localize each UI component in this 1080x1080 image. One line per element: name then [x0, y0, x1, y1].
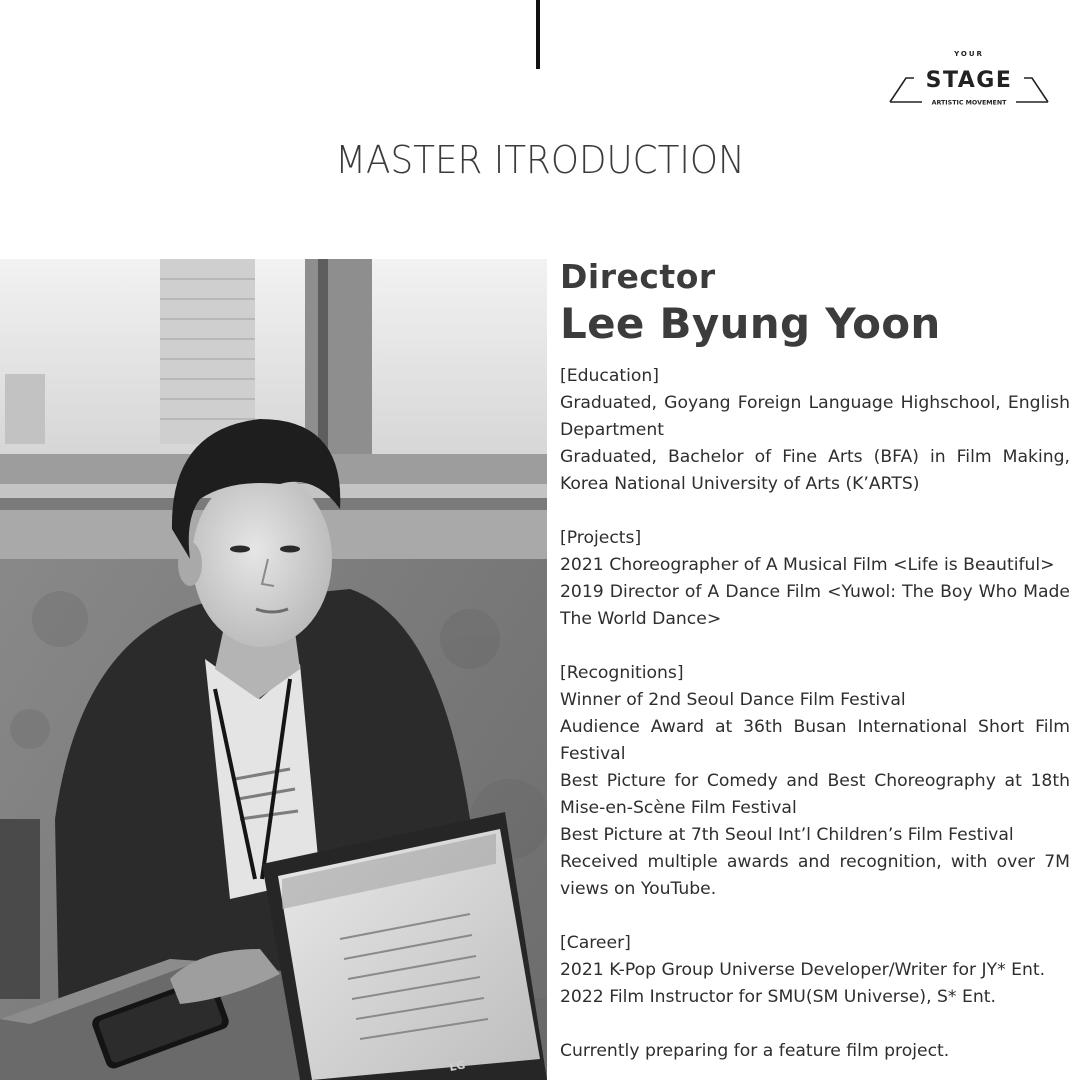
profile-name: Lee Byung Yoon [560, 299, 941, 348]
projects-item: 2019 Director of A Dance Film <Yuwol: The Boy Who Made The World Dance> [560, 582, 1070, 629]
projects-item: 2021 Choreographer of A Musical Film <Life is Beautiful> [560, 555, 1055, 575]
recognitions-item: Audience Award at 36th Busan International Short Film Festival [560, 717, 1070, 764]
laptop-brand-text: LG [448, 1058, 467, 1074]
biography [560, 363, 1070, 1065]
career-item: 2021 K-Pop Group Universe Developer/Writer for JY* Ent. [560, 960, 1046, 980]
director-photo [0, 259, 547, 1080]
education-item: Graduated, Bachelor of Fine Arts (BFA) in Film Making, Korea National University of Arts (K’ARTS) [560, 447, 1070, 494]
career-item: 2022 Film Instructor for SMU(SM Universe), S* Ent. [560, 987, 996, 1007]
stage-logo [886, 46, 1052, 108]
recognitions-item: Received multiple awards and recognition, with over 7M views on YouTube. [560, 852, 1070, 899]
education-item: Graduated, Goyang Foreign Language Highschool, English Department [560, 393, 1070, 440]
profile-role: Director [560, 257, 716, 296]
logo-top-text: YOUR [954, 50, 984, 58]
closing-statement: Currently preparing for a feature film project. [560, 1041, 950, 1061]
education-heading: [Education] [560, 366, 659, 386]
recognitions-item: Best Picture at 7th Seoul Int’l Children’s Film Festival [560, 825, 1014, 845]
top-divider [536, 0, 540, 69]
recognitions-item: Winner of 2nd Seoul Dance Film Festival [560, 690, 906, 710]
recognitions-heading: [Recognitions] [560, 663, 684, 683]
page-title: MASTER ITRODUCTION [335, 138, 745, 182]
profile-panel [560, 257, 1070, 1065]
career-heading: [Career] [560, 933, 631, 953]
logo-sub-text: ARTISTIC MOVEMENT [931, 99, 1007, 107]
logo-main-text: STAGE [925, 68, 1013, 93]
recognitions-item: Best Picture for Comedy and Best Choreography at 18th Mise-en-Scène Film Festival [560, 771, 1070, 818]
projects-heading: [Projects] [560, 528, 642, 548]
